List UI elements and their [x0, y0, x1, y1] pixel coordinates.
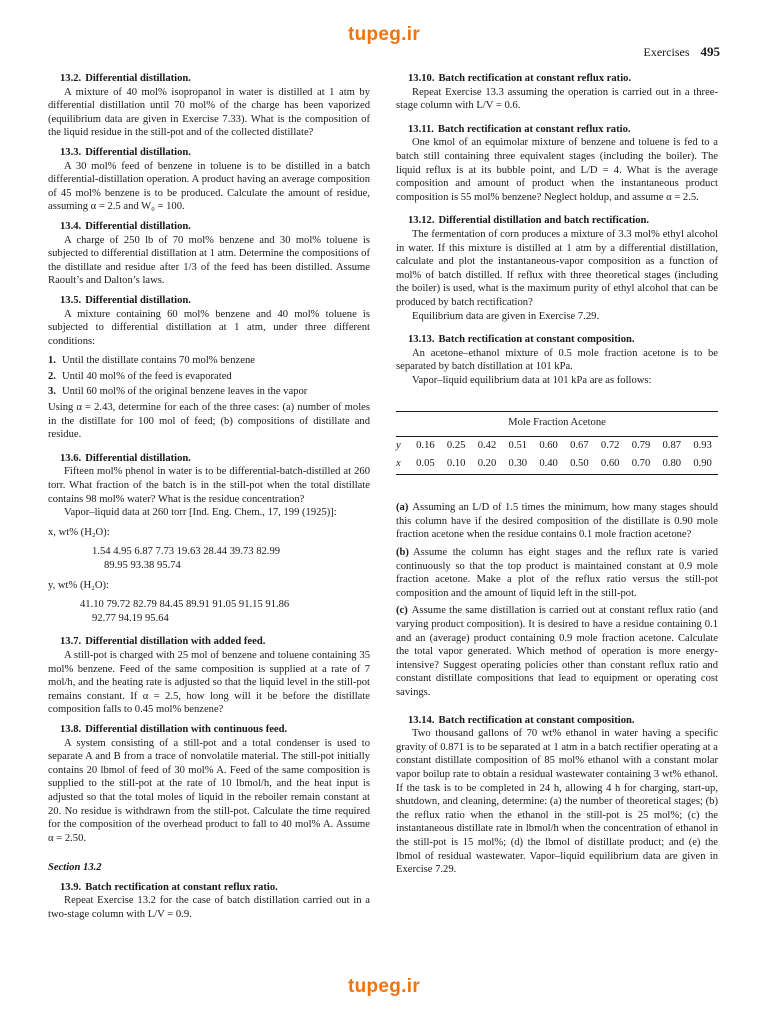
exercise-13-7-body: A still-pot is charged with 25 mol of benzene and toluene containing 35 mol% benzene. Feed of the same composition is supplied at a rate of 7 mol/h, and the heating rate is adjusted so that the liquid level in the still-pot remains constant. If α = 2.5, how long will it be before the distillate composition falls to 0.45 mol% benzene? [48, 649, 370, 716]
exercise-13-9-heading [48, 881, 370, 895]
table-cell: 0.87 [662, 440, 682, 452]
table-row-label: y [396, 440, 401, 452]
list-text: Until 40 mol% of the feed is evaporated [61, 370, 232, 382]
exercise-title: Differential distillation and batch rectification. [438, 215, 650, 227]
exercise-title: Batch rectification at constant reflux ratio. [85, 881, 278, 893]
table-cell: 0.25 [446, 440, 466, 452]
exercise-title: Differential distillation. [85, 73, 191, 84]
exercise-13-13-part-b [396, 546, 718, 600]
exercise-number: 13.5. [60, 294, 82, 306]
exercise-13-5-after: Using α = 2.43, determine for each of the three cases: (a) number of moles in the distillate for 100 mol of feed; (b) compositions of distillate and residue. [48, 402, 370, 441]
exercise-13-4-heading [48, 220, 370, 234]
exercise-13-3-body: A 30 mol% feed of benzene in toluene is to be distilled in a batch differential-distillation operation. A product having an average composition of 45 mol% benzene is to be produced. Calculate the amount of residue, assuming α = 2.5 and W₀ = 100. [48, 160, 370, 213]
exercise-title: Differential distillation. [85, 294, 191, 306]
exercise-title: Batch rectification at constant composition. [438, 714, 635, 726]
exercise-number: 13.13. [408, 334, 435, 346]
exercise-13-8-heading [48, 723, 370, 737]
list-number: 3. [48, 386, 56, 398]
list-item [48, 354, 370, 368]
table-cell: 0.60 [595, 455, 626, 475]
exercise-13-7-heading [48, 635, 370, 649]
list-number: 2. [48, 370, 56, 382]
exercise-13-10-body: Repeat Exercise 13.3 assuming the operation is carried out in a three-stage column with L/V = 0.6. [396, 86, 718, 112]
part-text: Assuming an L/D of 1.5 times the minimum, how many stages should this column have if the desired composition of the distillate is 0.90 mole fraction acetone when the residue contains 0.1 mole fraction acetone? [396, 502, 718, 541]
exercise-13-9-body: Repeat Exercise 13.2 for the case of batch distillation carried out in a two-stage column with L/V = 0.9. [48, 895, 370, 921]
table-row [396, 437, 718, 455]
exercise-13-8-body: A system consisting of a still-pot and a total condenser is used to separate A and B from a trace of nonvolatile material. The still-pot initially contains 20 lbmol of feed of 30 mol% A. Feed of the same composition is supplied to the still-pot at the rate of 10 lbmol/h, and the heat input is adjusted so that the total moles of liquid in the reboiler remain constant at 20. No residue is withdrawn from the still-pot. Calculate the time required for the composition of the overhead product to fall to 40 mol% A. Assume α = 2.50. [48, 737, 370, 844]
exercise-13-10-heading [396, 72, 718, 86]
exercise-13-4-body: A charge of 250 lb of 70 mol% benzene and 30 mol% toluene is subjected to differential distillation at 1 atm. Determine the compositions of the distillate and residue after 1/3 of the feed has been distilled. Assume Raoult’s and Dalton’s laws. [48, 234, 370, 287]
exercise-13-13-part-a [396, 501, 718, 542]
exercise-13-12-note: Equilibrium data are given in Exercise 7.29. [412, 310, 600, 322]
page-number: 495 [700, 44, 720, 59]
part-label: (c) [396, 605, 408, 617]
exercise-13-2-body: A mixture of 40 mol% isopropanol in water is distilled at 1 atm by differential distillation until 70 mol% of the charge has been vaporized (equilibrium data are given in Exercise 7.33). What is the composition of the liquid residue in the still-pot and of the collected distillate? [48, 86, 370, 139]
part-text: Assume the same distillation is carried out at constant reflux ratio (and varying product composition). It is desired to have a residue containing 0.1 and an (average) product containing 0.9 mole fraction acetone. Calculate the total vapor generated. Which method of operation is more energy-intensive? Suggest operating policies other than constant reflux ratio and constant distillate compositions that lead to equipment or operating cost savings. [396, 605, 718, 698]
right-column [396, 72, 718, 877]
exercise-number: 13.8. [60, 723, 82, 735]
exercise-title: Differential distillation with continuous feed. [85, 723, 288, 735]
exercise-13-6-heading [48, 452, 370, 466]
table-cell: 0.67 [570, 440, 589, 452]
y-data-line-1: 41.10 79.72 82.79 84.45 89.91 91.05 91.15 91.86 [80, 599, 290, 611]
exercise-13-6-body: Fifteen mol% phenol in water is to be differential-batch-distilled at 260 torr. What fraction of the batch is in the still-pot when the total distillate contains 98 mol% water? What is the residue concentration? [48, 466, 370, 505]
exercise-number: 13.9. [60, 881, 82, 893]
exercise-title: Differential distillation with added feed. [85, 636, 266, 648]
exercise-title: Differential distillation. [85, 146, 191, 158]
watermark-top: tupeg.ir [347, 24, 421, 45]
exercise-13-3-heading [48, 146, 370, 160]
table-cell: 0.72 [600, 440, 620, 452]
exercise-number: 13.14. [408, 714, 435, 726]
table-cell: 0.16 [416, 440, 435, 452]
x-data-label: x, wt% (H₂O): [48, 526, 110, 538]
table-cell: 0.05 [410, 455, 441, 475]
exercise-number: 13.12. [408, 215, 435, 227]
table-cell: 0.93 [693, 440, 712, 452]
exercise-title: Batch rectification at constant composition. [438, 334, 635, 346]
table-cell: 0.80 [656, 455, 687, 475]
exercise-title: Batch rectification at constant reflux ratio. [438, 73, 632, 84]
table-row [396, 455, 718, 475]
table-cell: 0.60 [539, 440, 558, 452]
exercise-number: 13.11. [408, 123, 434, 135]
exercise-13-13-part-c [396, 604, 718, 699]
exercise-number: 13.10. [408, 73, 435, 84]
exercise-13-13-body: An acetone–ethanol mixture of 0.5 mole fraction acetone is to be separated by batch distillation at 101 kPa. [396, 347, 718, 373]
exercise-13-13-heading [396, 333, 718, 347]
table-cell: 0.40 [533, 455, 564, 475]
exercise-13-12-heading [396, 214, 718, 228]
exercise-title: Differential distillation. [85, 220, 191, 232]
section-label: Section 13.2 [48, 862, 102, 874]
exercise-13-6-vle-intro: Vapor–liquid data at 260 torr [Ind. Eng. Chem., 17, 199 (1925)]: [64, 507, 337, 519]
exercise-title: Differential distillation. [85, 452, 191, 464]
running-head-section: Exercises [643, 45, 690, 59]
exercise-13-5-body: A mixture containing 60 mol% benzene and 40 mol% toluene is subjected to differential distillation at 1 atm, under three different conditions: [48, 308, 370, 347]
exercise-number: 13.3. [60, 146, 82, 158]
table-cell: 0.51 [508, 440, 528, 452]
exercise-13-12-body: The fermentation of corn produces a mixture of 3.3 mol% ethyl alcohol in water. If this mixture is distilled at 1 atm by a differential distillation, calculate and plot the instantaneous-vapor composition as a function of mol% of batch distilled. If reflux with three theoretical stages (including the boiler) is used, what is the maximum purity of ethyl alcohol that can be produced by batch rectification? [396, 228, 718, 308]
exercise-number: 13.4. [60, 220, 82, 232]
table-cell: 0.10 [441, 455, 472, 475]
table-cell: 0.42 [477, 440, 497, 452]
part-label: (a) [396, 502, 409, 514]
exercise-number: 13.7. [60, 636, 82, 648]
vle-table [396, 411, 718, 475]
part-label: (b) [396, 547, 409, 559]
table-cell: 0.20 [472, 455, 503, 475]
y-data-label: y, wt% (H₂O): [48, 579, 109, 591]
table-cell: 0.90 [687, 455, 718, 475]
exercise-title: Batch rectification at constant reflux ratio. [437, 123, 631, 135]
exercise-13-14-body: Two thousand gallons of 70 wt% ethanol in water having a specific gravity of 0.871 is to be separated at 1 atm in a batch rectifier operating at a constant distillate composition of 85 mol% ethanol with a constant molar vapor boilup rate to obtain a residual wastewater containing 3 wt% ethanol. If the task is to be completed in 24 h, allowing 4 h for charging, start-up, shutdown, and cleaning, determine: (a) the number of theoretical stages; (b) the reflux ratio when the ethanol in the still-pot is 25 mol%; (c) the instantaneous distillate rate in lbmol/h when the concentration of ethanol in the still-pot is 15 mol%; (d) the lbmol of distillate product; and (e) the lbmol of residual wastewater. Vapor–liquid equilibrium data are given in Exercise 7.29. [396, 728, 718, 876]
exercise-13-2-heading [48, 72, 370, 86]
exercise-13-5-heading [48, 294, 370, 308]
y-data-line-2: 92.77 94.19 95.64 [92, 612, 169, 624]
list-text: Until 60 mol% of the original benzene leaves in the vapor [61, 386, 308, 398]
table-cell: 0.70 [626, 455, 657, 475]
running-head [644, 44, 720, 60]
left-column [48, 72, 370, 922]
part-text: Assume the column has eight stages and the reflux rate is varied continuously so that the top product is maintained constant at 0.9 mole fraction acetone. Make a plot of the reflux ratio versus the still-pot composition and the amount of liquid left in the still-pot. [396, 547, 718, 599]
exercise-number: 13.6. [60, 452, 82, 464]
table-cell: 0.30 [502, 455, 533, 475]
vle-table-caption: Mole Fraction Acetone [396, 412, 718, 437]
list-text: Until the distillate contains 70 mol% benzene [61, 355, 255, 367]
exercise-13-14-heading [396, 714, 718, 728]
list-item [48, 370, 370, 384]
watermark-bottom: tupeg.ir [347, 976, 421, 997]
x-data-line-2: 89.95 93.38 95.74 [104, 560, 181, 571]
exercise-number: 13.2. [60, 73, 82, 84]
exercise-13-11-heading [396, 123, 718, 137]
table-cell: 0.50 [564, 455, 595, 475]
table-row-label: x [396, 455, 410, 475]
exercise-13-13-note: Vapor–liquid equilibrium data at 101 kPa are as follows: [412, 374, 652, 386]
x-data-line-1: 1.54 4.95 6.87 7.73 19.63 28.44 39.73 82.99 [92, 546, 281, 558]
list-item [48, 385, 370, 399]
table-cell: 0.79 [631, 440, 651, 452]
list-number: 1. [48, 355, 56, 367]
exercise-13-11-body: One kmol of an equimolar mixture of benzene and toluene is fed to a batch still containing three equivalent stages (including the boiler). The liquid reflux is at its bubble point, and L/D = 4. What is the average composition and amount of product when the instantaneous product composition is 55 mol% benzene? Neglect holdup, and assume α = 2.5. [396, 137, 718, 203]
exercise-13-5-conditions [48, 354, 370, 399]
